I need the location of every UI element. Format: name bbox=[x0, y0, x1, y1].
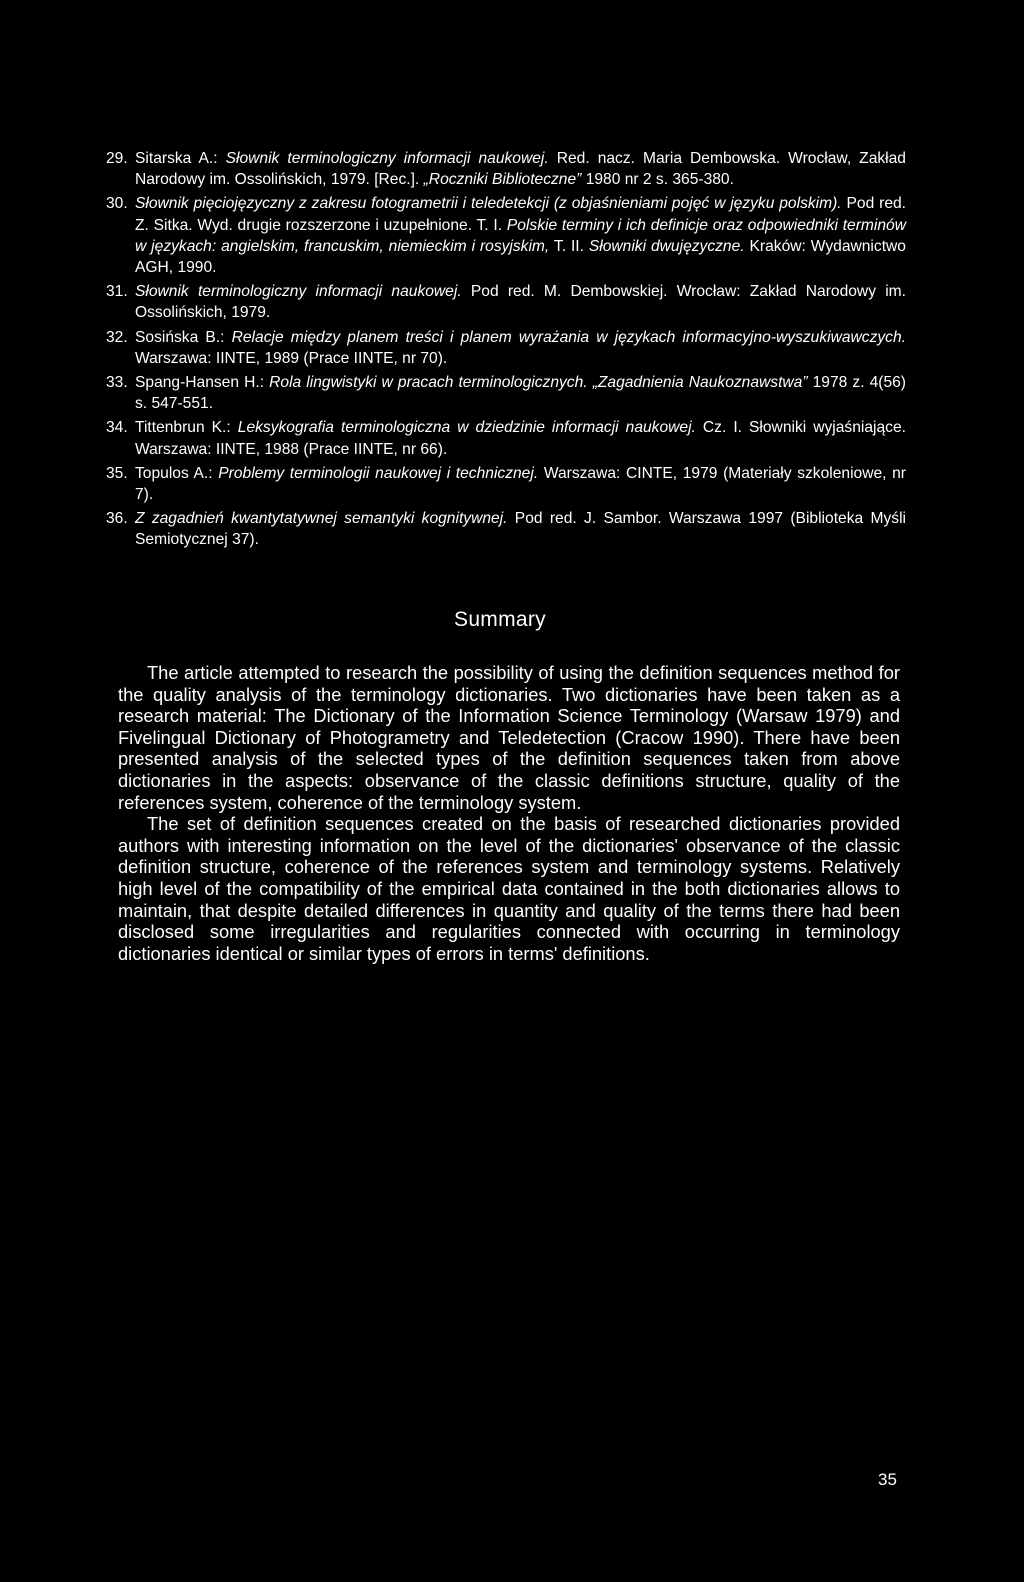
reference-title: Problemy terminologii naukowej i technicznej. bbox=[218, 464, 539, 482]
reference-number: 33. bbox=[106, 374, 128, 392]
reference-number: 31. bbox=[106, 283, 128, 301]
reference-tail: 1980 nr 2 s. 365-380. bbox=[585, 171, 734, 189]
bibliography-list bbox=[106, 148, 906, 554]
reference-title: Rola lingwistyki w pracach terminologicznych. bbox=[269, 374, 588, 392]
reference-author: Tittenbrun K.: bbox=[135, 419, 231, 437]
reference-item-36 bbox=[106, 508, 906, 550]
reference-tail: Pod red. M. Dembowskiej. Wrocław: Zakład Narodowy im. Ossolińskich, 1979. bbox=[135, 283, 906, 322]
reference-title: Relacje między planem treści i planem wyrażania w językach informacyjno-wyszukiwawczych. bbox=[231, 328, 906, 346]
reference-number: 34. bbox=[106, 419, 128, 437]
reference-details: Red. nacz. Maria Dembowska. Wrocław, Zakład Narodowy im. Ossolińskich, 1979. [Rec.]. bbox=[135, 150, 906, 189]
reference-item-30 bbox=[106, 193, 906, 278]
reference-item-32 bbox=[106, 327, 906, 369]
reference-item-35 bbox=[106, 463, 906, 505]
reference-volume: T. II. bbox=[553, 237, 584, 255]
reference-tail: Pod red. J. Sambor. Warszawa 1997 (Biblioteka Myśli Semiotycznej 37). bbox=[135, 510, 906, 549]
summary-paragraph: The set of definition sequences created on the basis of researched dictionaries provided authors with interesting information on the level of the dictionaries' observance of the classic definition structure, coherence of the references system and terminology systems. Relatively high level of the compatibility of the empirical data contained in the both dictionaries allows to maintain, that despite detailed differences in quantity and quality of the terms there had been disclosed some irregularities and regularities connected with occurring in terminology dictionaries identical or similar types of errors in terms' definitions. bbox=[118, 813, 900, 964]
reference-item-29 bbox=[106, 148, 906, 190]
reference-title: Słownik pięciojęzyczny z zakresu fotogrametrii i teledetekcji (z objaśnieniami pojęć w języku polskim). bbox=[135, 195, 842, 213]
summary-body bbox=[118, 662, 900, 964]
reference-tail: 1978 z. 4(56) s. 547-551. bbox=[135, 374, 907, 413]
reference-title: Słownik terminologiczny informacji naukowej. bbox=[135, 283, 462, 301]
reference-number: 30. bbox=[106, 195, 128, 213]
reference-tail: Warszawa: CINTE, 1979 (Materiały szkoleniowe, nr 7). bbox=[135, 464, 906, 504]
reference-details: Pod red. Z. Sitka. Wyd. drugie rozszerzone i uzupełnione. T. I. bbox=[135, 195, 906, 234]
reference-volume-title: Polskie terminy i ich definicje oraz odpowiedniki terminów w językach: angielskim, francuskim, niemieckim i rosyjskim, bbox=[135, 216, 906, 255]
reference-tail: Cz. I. Słowniki wyjaśniające. Warszawa: IINTE, 1988 (Prace IINTE, nr 66). bbox=[135, 419, 906, 458]
reference-item-34 bbox=[106, 417, 906, 459]
reference-number: 32. bbox=[106, 328, 128, 346]
page-number: 35 bbox=[878, 1470, 897, 1489]
reference-volume-title: Słowniki dwujęzyczne. bbox=[588, 237, 745, 255]
reference-journal: „Zagadnienia Naukoznawstwa” bbox=[592, 374, 808, 392]
reference-number: 29. bbox=[106, 150, 128, 167]
reference-number: 36. bbox=[106, 510, 128, 528]
reference-author: Topulos A.: bbox=[135, 464, 213, 482]
reference-title: Z zagadnień kwantytatywnej semantyki kognitywnej. bbox=[135, 510, 508, 528]
summary-paragraph: The article attempted to research the possibility of using the definition sequences method for the quality analysis of the terminology dictionaries. Two dictionaries have been taken as a research material: The Dictionary of the Information Science Terminology (Warsaw 1979) and Fivelingual Dictionary of Photogrametry and Teledetection (Cracow 1990). There have been presented analysis of the selected types of the definition sequences taken from above dictionaries in the aspects: observance of the classic definitions structure, quality of the references system, coherence of the terminology system. bbox=[118, 662, 900, 813]
reference-title: Słownik terminologiczny informacji naukowej. bbox=[225, 150, 549, 167]
reference-tail: Warszawa: IINTE, 1989 (Prace IINTE, nr 70). bbox=[135, 349, 448, 367]
reference-tail: Kraków: Wydawnictwo AGH, 1990. bbox=[135, 237, 906, 277]
reference-number: 35. bbox=[106, 464, 128, 482]
reference-journal: „Roczniki Biblioteczne” bbox=[423, 171, 582, 189]
reference-author: Sosińska B.: bbox=[135, 328, 225, 346]
reference-author: Sitarska A.: bbox=[135, 150, 218, 167]
reference-item-31 bbox=[106, 281, 906, 323]
summary-heading: Summary bbox=[454, 608, 546, 631]
reference-title: Leksykografia terminologiczna w dziedzinie informacji naukowej. bbox=[237, 419, 696, 437]
reference-item-33 bbox=[106, 372, 906, 414]
reference-author: Spang-Hansen H.: bbox=[135, 374, 265, 392]
